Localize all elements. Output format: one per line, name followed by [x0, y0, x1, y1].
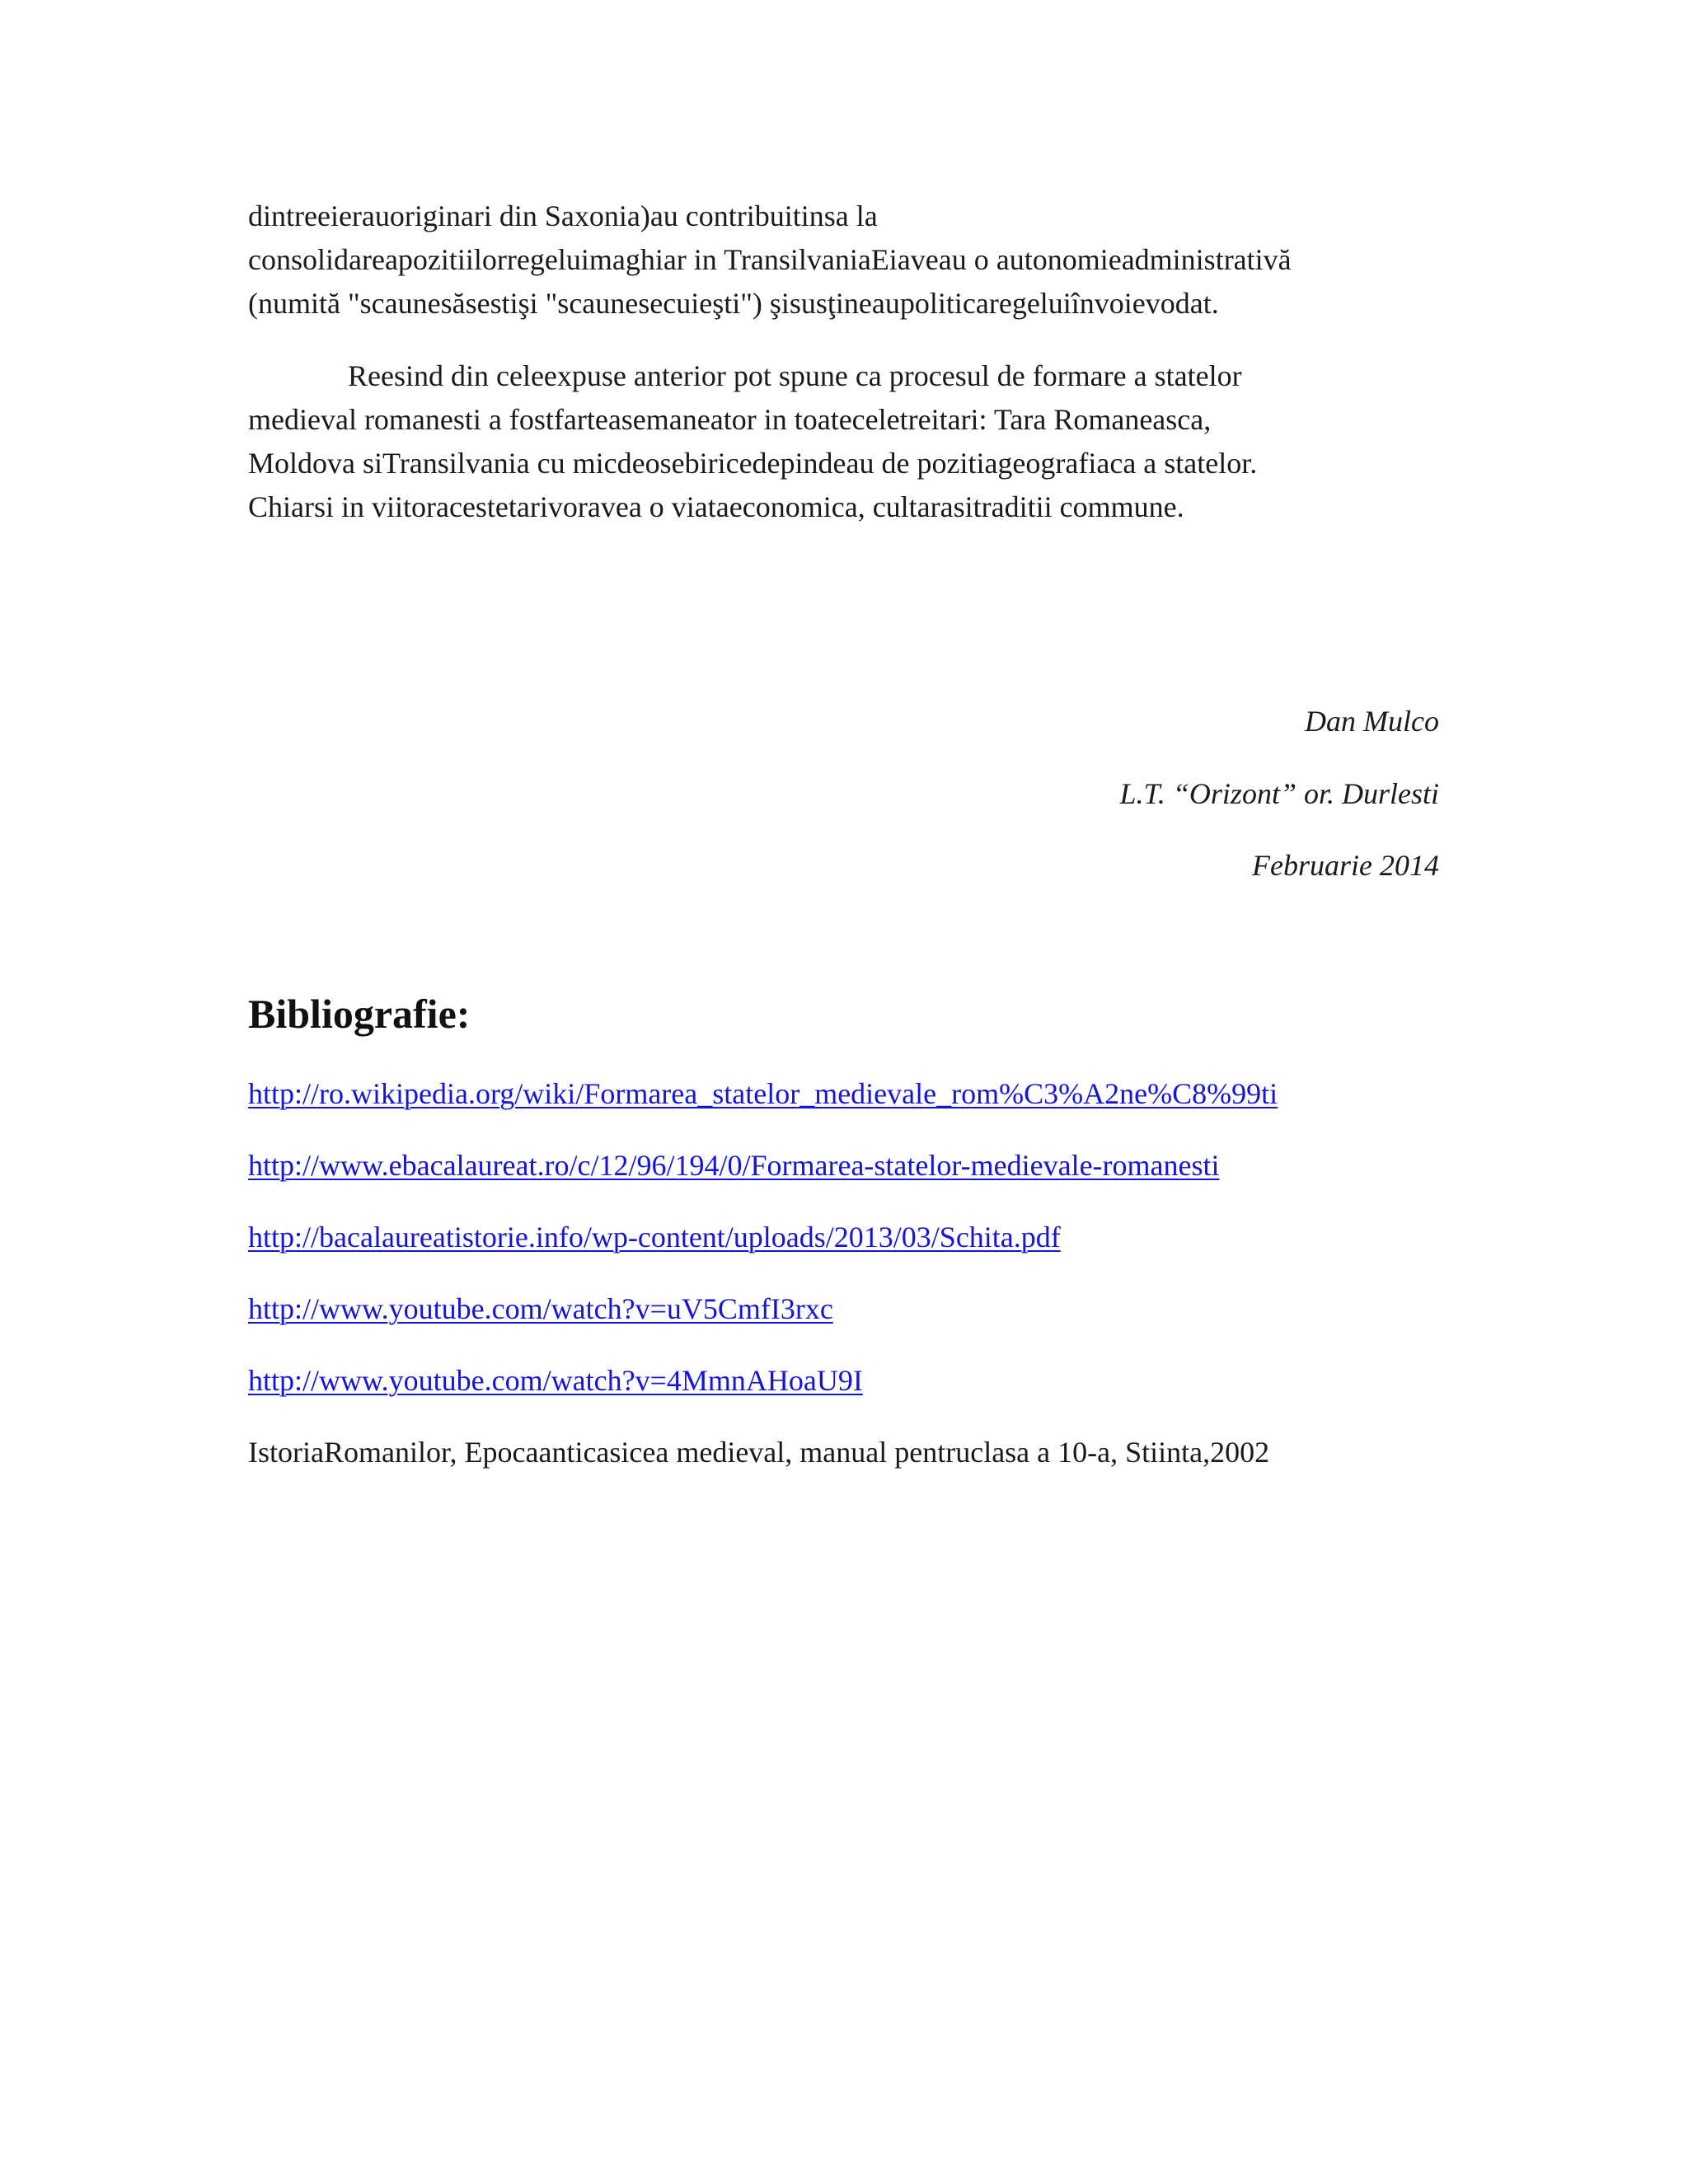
bibliography-link[interactable]: http://www.youtube.com/watch?v=4MmnAHoaU9I	[248, 1364, 863, 1397]
text-line: Moldova siTransilvania cu micdeosebiricedepindeau de pozitiageografiaca a statelor.	[248, 447, 1258, 480]
document-date: Februarie 2014	[1252, 849, 1439, 882]
text-line: medieval romanesti a fostfarteasemaneator in toateceletreitari: Tara Romaneasca,	[248, 403, 1212, 436]
author-school: L.T. “Orizont” or. Durlesti	[1119, 777, 1439, 810]
bibliography-heading: Bibliografie:	[248, 991, 471, 1037]
paragraph-continuation	[248, 194, 1451, 326]
bibliography-link[interactable]: http://www.ebacalaureat.ro/c/12/96/194/0/Formarea-statelor-medievale-romanesti	[248, 1149, 1220, 1182]
bibliography-link[interactable]: http://www.youtube.com/watch?v=uV5CmfI3rxc	[248, 1292, 833, 1325]
text-line: Reesind din celeexpuse anterior pot spune ca procesul de formare a statelor	[348, 359, 1242, 392]
bibliography-link[interactable]: http://ro.wikipedia.org/wiki/Formarea_statelor_medievale_rom%C3%A2ne%C8%99ti	[248, 1077, 1278, 1110]
text-line: (numită "scaunesăsestişi "scaunesecuieşti") şisusţineaupoliticaregeluiînvoievodat.	[248, 287, 1219, 320]
bibliography-link[interactable]: http://bacalaureatistorie.info/wp-content/uploads/2013/03/Schita.pdf	[248, 1221, 1061, 1254]
author-name: Dan Mulco	[1305, 705, 1439, 738]
text-line: consolidareapozitiilorregeluimaghiar in TransilvaniaEiaveau o autonomieadministrativă	[248, 243, 1292, 276]
text-line: dintreeierauoriginari din Saxonia)au contribuitinsa la	[248, 199, 878, 232]
paragraph-conclusion	[248, 354, 1451, 529]
bibliography-book: IstoriaRomanilor, Epocaanticasicea medieval, manual pentruclasa a 10-a, Stiinta,2002	[248, 1436, 1270, 1469]
text-line: Chiarsi in viitoracestetarivoravea o viataeconomica, cultarasitraditii commune.	[248, 490, 1184, 523]
